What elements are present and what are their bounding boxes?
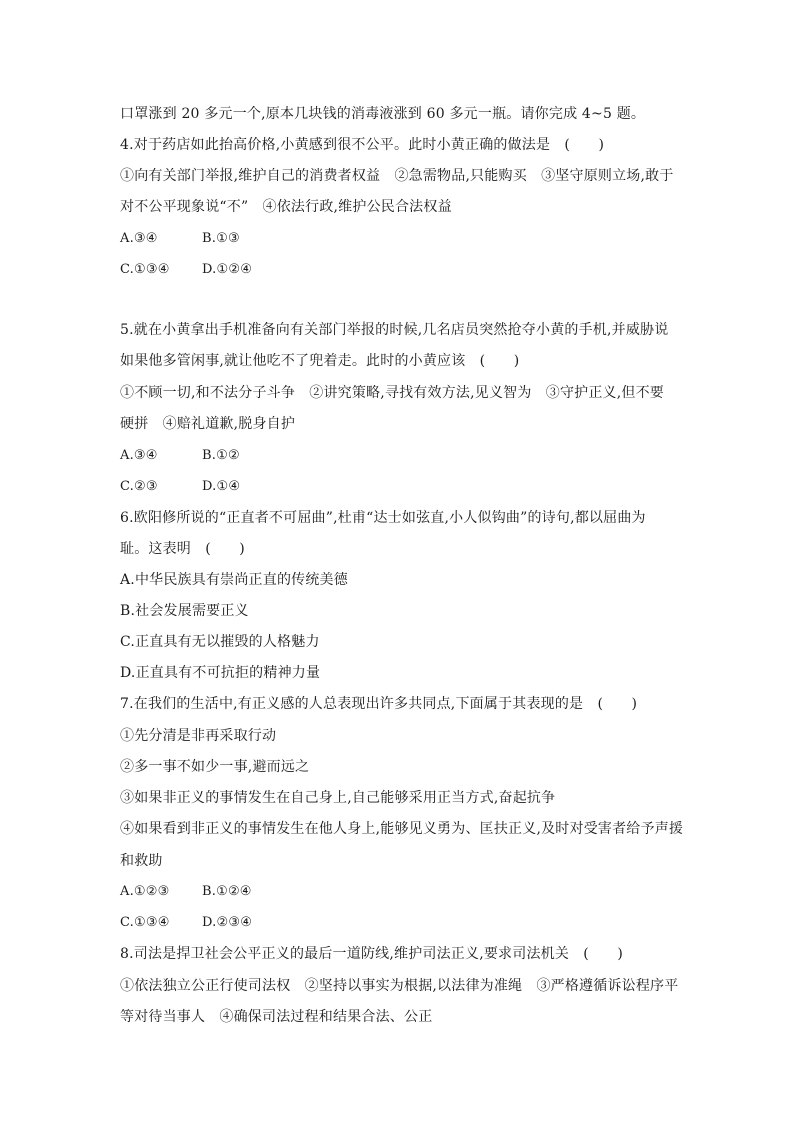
q5-statements-line-1: ①不顾一切,和不法分子斗争 ②讲究策略,寻找有效方法,见义智为 ③守护正义,但不要 <box>120 385 664 401</box>
q7-option-d[interactable]: D.②③④ <box>202 915 253 930</box>
q5-options-row-2 <box>120 477 241 497</box>
q7-option-b[interactable]: B.①②④ <box>202 884 252 899</box>
q6-choice-d[interactable]: D.正直具有不可抗拒的精神力量 <box>120 665 321 681</box>
q4-stem: 4.对于药店如此抬高价格,小黄感到很不公平。此时小黄正确的做法是 ( ) <box>120 137 605 153</box>
passage-tail: 口罩涨到 20 多元一个,原本几块钱的消毒液涨到 60 多元一瓶。请你完成 4~5 题。 <box>120 106 646 122</box>
q5-option-d[interactable]: D.①④ <box>202 479 241 494</box>
q4-options-row-2 <box>120 260 253 280</box>
q4-option-c[interactable]: C.①③④ <box>120 262 170 277</box>
q5-option-c[interactable]: C.②③ <box>120 479 158 494</box>
q6-stem-line-1: 6.欧阳修所说的“正直者不可屈曲”,杜甫“达士如弦直,小人似钩曲”的诗句,都以屈曲为 <box>120 510 646 526</box>
q7-options-row-2 <box>120 913 253 933</box>
q7-statement-4: ④如果看到非正义的事情发生在他人身上,能够见义勇为、匡扶正义,及时对受害者给予声援 <box>120 821 684 837</box>
q7-options-row-1 <box>120 882 252 902</box>
q5-statements-line-2: 硬拼 ④赔礼道歉,脱身自护 <box>120 416 296 432</box>
q4-option-d[interactable]: D.①②④ <box>202 262 253 277</box>
q4-statements-line-2: 对不公平现象说“不” ④依法行政,维护公民合法权益 <box>120 199 452 215</box>
q5-option-a[interactable]: A.③④ <box>120 448 158 463</box>
q6-choice-a[interactable]: A.中华民族具有崇尚正直的传统美德 <box>120 572 348 588</box>
q8-stem: 8.司法是捍卫社会公平正义的最后一道防线,维护司法正义,要求司法机关 ( ) <box>120 946 623 962</box>
q6-stem-line-2: 耻。这表明 ( ) <box>120 541 245 557</box>
q7-stem: 7.在我们的生活中,有正义感的人总表现出许多共同点,下面属于其表现的是 ( ) <box>120 696 638 712</box>
q4-statements-line-1: ①向有关部门举报,维护自己的消费者权益 ②急需物品,只能购买 ③坚守原则立场,敢于 <box>120 168 674 184</box>
q6-choice-c[interactable]: C.正直具有无以摧毁的人格魅力 <box>120 634 320 650</box>
q7-statement-1: ①先分清是非再采取行动 <box>120 728 277 744</box>
q8-statements-line-2: 等对待当事人 ④确保司法过程和结果合法、公正 <box>120 1009 433 1025</box>
q8-statements-line-1: ①依法独立公正行使司法权 ②坚持以事实为根据,以法律为准绳 ③严格遵循诉讼程序平 <box>120 978 679 994</box>
q4-option-a[interactable]: A.③④ <box>120 231 158 246</box>
q4-option-b[interactable]: B.①③ <box>202 231 240 246</box>
q5-options-row-1 <box>120 446 240 466</box>
q7-statement-2: ②多一事不如少一事,避而远之 <box>120 759 310 775</box>
q6-choice-b[interactable]: B.社会发展需要正义 <box>120 603 249 619</box>
q4-options-row-1 <box>120 229 240 249</box>
q5-stem-line-2: 如果他多管闲事,就让他吃不了兜着走。此时的小黄应该 ( ) <box>120 353 520 369</box>
q5-stem-line-1: 5.就在小黄拿出手机准备向有关部门举报的时候,几名店员突然抢夺小黄的手机,并威胁说 <box>120 322 669 338</box>
q5-option-b[interactable]: B.①② <box>202 448 240 463</box>
q7-statement-3: ③如果非正义的事情发生在自己身上,自己能够采用正当方式,奋起抗争 <box>120 790 556 806</box>
q7-option-a[interactable]: A.①②③ <box>120 884 170 899</box>
q7-option-c[interactable]: C.①③④ <box>120 915 170 930</box>
q7-statement-4-continued: 和救助 <box>120 853 163 869</box>
